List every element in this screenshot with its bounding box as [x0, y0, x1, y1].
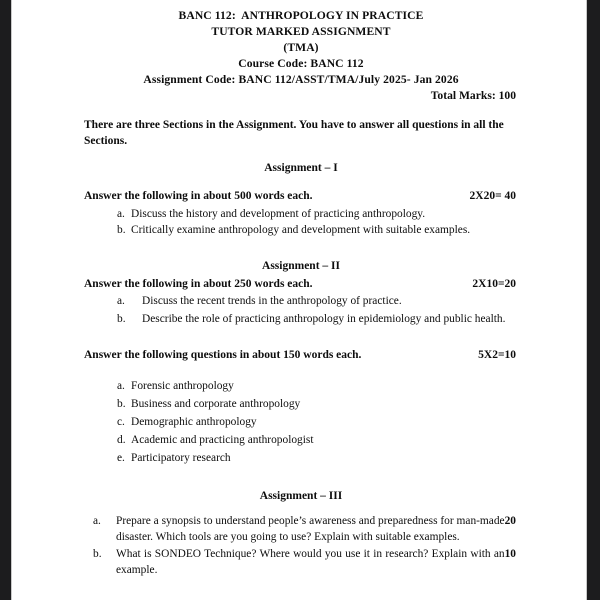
total-marks: Total Marks: 100 [430, 88, 516, 102]
list-item [84, 415, 518, 431]
list-item-marker: b. [93, 547, 102, 560]
list-item-text: Academic and practicing anthropologist [131, 433, 314, 446]
page-content [84, 8, 518, 579]
list-item-marker: d. [117, 433, 126, 446]
list-item-marker: a. [117, 207, 125, 220]
list-item-marker: a. [117, 379, 125, 392]
prompt-marks-assignment-1: 2X20= 40 [469, 190, 516, 203]
list-item-marker: a. [93, 514, 101, 527]
list-item-marker: c. [117, 415, 125, 428]
list-item-marks: 10 [504, 547, 516, 560]
list-item-text: Demographic anthropology [131, 415, 257, 428]
list-item [84, 294, 518, 310]
title-line-tma-abbrev: (TMA) [283, 40, 319, 54]
spacer [84, 239, 518, 259]
list-item-marker: a. [117, 294, 125, 307]
list-item [84, 379, 518, 395]
list-item-marker: e. [117, 451, 125, 464]
title-line-course-name: BANC 112: ANTHROPOLOGY IN PRACTICE [178, 9, 424, 22]
title-line-assignment-type: TUTOR MARKED ASSIGNMENT [211, 24, 391, 38]
list-item-text: Discuss the recent trends in the anthropology of practice. [142, 294, 402, 307]
list-item [84, 223, 518, 239]
page-sheet [12, 0, 586, 600]
list-item-text: Business and corporate anthropology [131, 397, 301, 410]
list-item-marker: b. [117, 397, 126, 410]
list-item [84, 207, 518, 223]
prompt-row-assignment-1 [84, 189, 518, 204]
section-heading-assignment-3: Assignment – III [259, 489, 343, 502]
section-heading-assignment-2: Assignment – II [262, 260, 340, 273]
spacer [84, 467, 518, 487]
list-item [84, 451, 518, 467]
question-list-assignment-3 [84, 514, 518, 579]
list-item-text: Forensic anthropology [131, 379, 234, 392]
title-line-assignment-code: Assignment Code: BANC 112/ASST/TMA/July 2025- Jan 2026 [143, 72, 459, 86]
prompt-marks-assignment-2: 2X10=20 [472, 277, 516, 290]
prompt-row-assignment-2 [84, 277, 518, 292]
prompt-text-assignment-2: Answer the following in about 250 words each. [84, 277, 313, 290]
section-heading-assignment-1: Assignment – I [264, 162, 338, 175]
list-item [84, 547, 518, 579]
list-item-text: Critically examine anthropology and development with suitable examples. [131, 224, 471, 237]
list-item-text: Prepare a synopsis to understand people’s awareness and preparedness for man-made disaster. Which tools are you going to use? Explain with suitable examples. [116, 514, 505, 543]
document-title-block [84, 8, 518, 88]
list-item [84, 433, 518, 449]
list-item-text: Discuss the history and development of practicing anthropology. [131, 207, 426, 220]
list-item [84, 397, 518, 413]
list-item [84, 312, 518, 328]
question-list-assignment-1 [84, 207, 518, 240]
spacer [84, 504, 518, 512]
prompt-text-short-notes: Answer the following questions in about 150 words each. [84, 348, 362, 361]
prompt-marks-short-notes: 5X2=10 [478, 348, 516, 361]
instructions-paragraph: There are three Sections in the Assignment. You have to answer all questions in all the Sections. [84, 118, 504, 147]
question-list-assignment-2 [84, 294, 518, 328]
prompt-text-assignment-1: Answer the following in about 500 words each. [84, 190, 313, 203]
title-line-course-code: Course Code: BANC 112 [238, 56, 364, 70]
list-item-text: What is SONDEO Technique? Where would you use it in research? Explain with an example. [116, 547, 505, 576]
list-item-text: Participatory research [131, 451, 231, 464]
prompt-row-short-notes [84, 348, 518, 363]
spacer [84, 363, 518, 377]
list-item-marker: b. [117, 224, 126, 237]
list-item-marker: b. [117, 312, 126, 325]
question-list-short-notes [84, 379, 518, 467]
list-item [84, 514, 518, 546]
list-item-text: Describe the role of practicing anthropology in epidemiology and public health. [142, 312, 506, 325]
list-item-marks: 20 [504, 514, 516, 527]
